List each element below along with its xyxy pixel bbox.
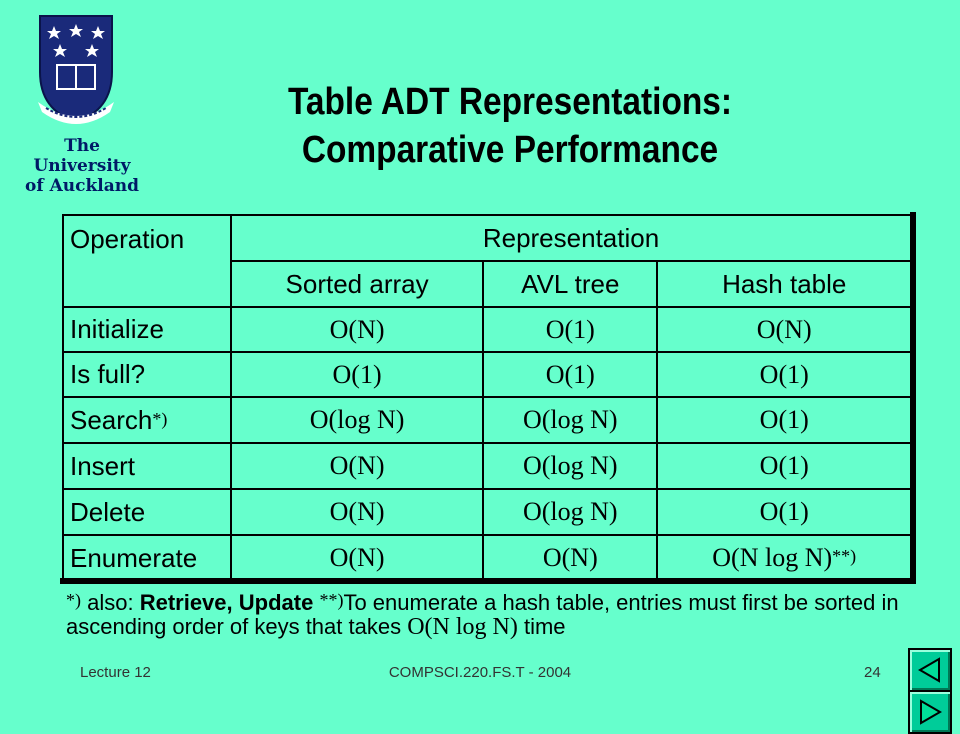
- representation-header: Representation: [231, 215, 911, 261]
- complexity-cell: O(1): [483, 307, 657, 352]
- operation-cell: [63, 535, 231, 581]
- triangle-left-icon: [917, 657, 943, 683]
- table-row: [63, 352, 911, 397]
- column-header: Sorted array: [231, 261, 483, 307]
- footnote-mark: *): [66, 590, 81, 610]
- title-line-2: Comparative Performance: [301, 129, 719, 171]
- table-row: [63, 535, 911, 581]
- page-title: [193, 78, 827, 174]
- table-row: [63, 489, 911, 535]
- footnote-text: [66, 588, 946, 639]
- complexity-cell: O(N): [231, 535, 483, 581]
- note-part: To enumerate a hash table, entries must first be sorted in ascending order of keys that takes: [66, 590, 899, 639]
- complexity-cell: O(N): [231, 489, 483, 535]
- complexity-cell: O(log N): [483, 397, 657, 443]
- university-name-line: of Auckland: [25, 176, 139, 196]
- operation-label: Enumerate: [70, 542, 198, 573]
- table-row: [63, 397, 911, 443]
- operation-cell: [63, 397, 231, 443]
- complexity-cell: [657, 535, 911, 581]
- table-row: [63, 443, 911, 489]
- note-complexity: O(N log N): [407, 614, 518, 640]
- performance-table: [62, 214, 912, 582]
- column-header: AVL tree: [483, 261, 657, 307]
- operation-label: Initialize: [70, 314, 164, 344]
- title-line-1: Table ADT Representations:: [287, 81, 733, 123]
- triangle-right-icon: [917, 699, 943, 725]
- complexity-value: O(N log N): [712, 543, 833, 572]
- footer-lecture: Lecture 12: [80, 664, 151, 681]
- complexity-cell: O(1): [483, 352, 657, 397]
- complexity-cell: O(log N): [483, 443, 657, 489]
- operation-header: Operation: [63, 215, 231, 307]
- complexity-cell: O(N): [231, 307, 483, 352]
- university-logo: [22, 12, 139, 196]
- footer-page-number: 24: [864, 664, 881, 681]
- footer-course: COMPSCI.220.FS.T - 2004: [388, 664, 572, 681]
- footnote-mark: *): [152, 408, 168, 429]
- note-bold: Retrieve, Update: [139, 590, 314, 615]
- operation-cell: [63, 352, 231, 397]
- complexity-cell: O(1): [657, 397, 911, 443]
- footnote-mark: **): [832, 546, 857, 566]
- complexity-cell: O(1): [657, 443, 911, 489]
- next-slide-button[interactable]: [908, 690, 952, 734]
- complexity-cell: O(log N): [483, 489, 657, 535]
- operation-label: Insert: [70, 450, 136, 481]
- operation-cell: [63, 443, 231, 489]
- operation-cell: [63, 307, 231, 352]
- footnote-mark: **): [319, 590, 344, 610]
- prev-slide-button[interactable]: [908, 648, 952, 692]
- university-name-line: The: [64, 136, 100, 156]
- operation-label: Search: [70, 404, 153, 435]
- complexity-cell: O(1): [657, 352, 911, 397]
- complexity-cell: O(N): [231, 443, 483, 489]
- table-header-row: [63, 215, 911, 261]
- complexity-cell: O(1): [231, 352, 483, 397]
- complexity-cell: O(N): [483, 535, 657, 581]
- university-crest-icon: [36, 12, 116, 132]
- complexity-cell: O(N): [657, 307, 911, 352]
- table-row: [63, 307, 911, 352]
- complexity-cell: O(log N): [231, 397, 483, 443]
- operation-label: Is full?: [70, 359, 146, 389]
- column-header: Hash table: [657, 261, 911, 307]
- operation-cell: [63, 489, 231, 535]
- complexity-cell: O(1): [657, 489, 911, 535]
- note-part: time: [517, 614, 566, 639]
- university-name-line: University: [33, 156, 131, 176]
- operation-label: Delete: [70, 496, 146, 527]
- note-part: also:: [81, 590, 140, 615]
